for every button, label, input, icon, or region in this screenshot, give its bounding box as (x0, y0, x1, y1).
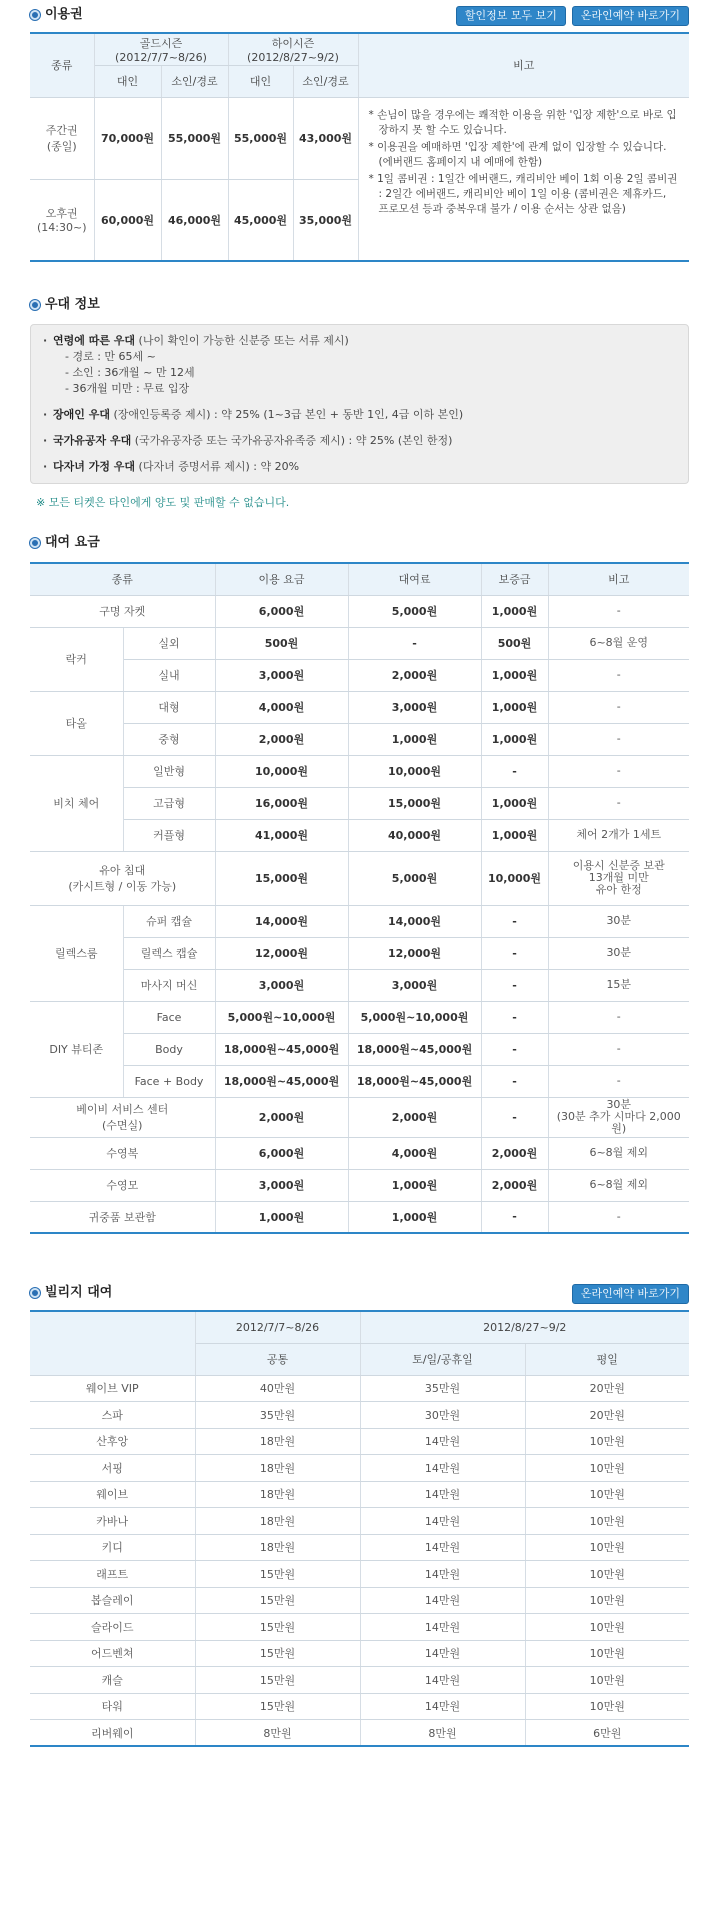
th-note: 비고 (358, 33, 689, 97)
villa-weekday-price: 10만원 (525, 1640, 689, 1667)
villa-common-price: 15만원 (195, 1614, 360, 1641)
rental-deposit: 1,000원 (481, 787, 548, 819)
rental-category: 수영모 (30, 1169, 215, 1201)
villa-common-price: 18만원 (195, 1481, 360, 1508)
rental-note: - (548, 787, 689, 819)
benefit-family-desc: (다자녀 증명서류 제시) : 약 20% (138, 460, 300, 473)
villa-weekend-price: 14만원 (360, 1481, 525, 1508)
rental-deposit: - (481, 1065, 548, 1097)
rental-category: 귀중품 보관함 (30, 1201, 215, 1233)
rental-category: 구명 자켓 (30, 595, 215, 627)
villa-weekend-price: 14만원 (360, 1455, 525, 1482)
th-child: 소인/경로 (293, 65, 358, 97)
rental-subcategory: 릴렉스 캡슐 (123, 937, 215, 969)
villa-weekday-price: 10만원 (525, 1693, 689, 1720)
rental-deposit: 500원 (481, 627, 548, 659)
rental-fee: 41,000원 (215, 819, 348, 851)
benefit-merit (43, 433, 676, 449)
rental-fee: 6,000원 (215, 595, 348, 627)
rental-deposit: - (481, 1097, 548, 1137)
rental-deposit: - (481, 969, 548, 1001)
rental-category: 베이비 서비스 센터 (수면실) (30, 1097, 215, 1137)
table-row (30, 1614, 689, 1641)
rental-fee: 1,000원 (215, 1201, 348, 1233)
th-weekday: 평일 (525, 1343, 689, 1375)
th-type: 종류 (30, 33, 94, 97)
transfer-warning: ※ 모든 티켓은 타인에게 양도 및 판매할 수 없습니다. (36, 496, 290, 509)
benefit-merit-title: 국가유공자 우대 (53, 434, 132, 447)
table-row (30, 1137, 689, 1169)
rental-deposit: - (481, 1033, 548, 1065)
section-title: 우대 정보 (45, 297, 100, 312)
table-row (30, 723, 689, 755)
villa-name: 키디 (30, 1534, 195, 1561)
bullet-icon (30, 10, 40, 20)
villa-name: 카바나 (30, 1508, 195, 1535)
benefit-age (43, 333, 676, 397)
villa-name: 봅슬레이 (30, 1587, 195, 1614)
note-item: * 손님이 많을 경우에는 쾌적한 이용을 위한 '입장 제한'으로 바로 입장하지 못 할 수도 있습니다. (368, 108, 677, 136)
discount-info-button[interactable]: 할인정보 모두 보기 (456, 6, 566, 26)
th-common: 공통 (195, 1343, 360, 1375)
rental-category: 릴렉스룸 (30, 905, 123, 1001)
rental-note: 6~8월 운영 (548, 627, 689, 659)
villa-weekend-price: 14만원 (360, 1587, 525, 1614)
villa-weekday-price: 20만원 (525, 1402, 689, 1429)
villa-weekday-price: 10만원 (525, 1481, 689, 1508)
rental-note: 30분 (548, 937, 689, 969)
online-reservation-button[interactable]: 온라인예약 바로가기 (572, 6, 689, 26)
th-period2: 2012/8/27~9/2 (360, 1311, 689, 1343)
table-row (30, 755, 689, 787)
table-row (30, 1508, 689, 1535)
villa-weekend-price: 14만원 (360, 1508, 525, 1535)
ticket-notes (358, 97, 689, 261)
rental-fee: 15,000원 (215, 851, 348, 905)
villa-common-price: 18만원 (195, 1534, 360, 1561)
section-title: 이용권 (45, 7, 83, 22)
villa-name: 타워 (30, 1693, 195, 1720)
rental-note: 15분 (548, 969, 689, 1001)
note-item: * 이용권을 예매하면 '입장 제한'에 관계 없이 입장할 수 있습니다. (에버랜드 홈페이지 내 예매에 한함) (368, 140, 667, 168)
rental-deposit: 1,000원 (481, 691, 548, 723)
rental-deposit: 2,000원 (481, 1169, 548, 1201)
rental-subcategory: 슈퍼 캡슐 (123, 905, 215, 937)
rental-table (30, 562, 689, 1234)
rental-note: 30분 (548, 905, 689, 937)
ticket-section (30, 6, 689, 262)
rental-fee: 16,000원 (215, 787, 348, 819)
rental-note: - (548, 691, 689, 723)
villa-name: 래프트 (30, 1561, 195, 1588)
rental-rent: 1,000원 (348, 723, 481, 755)
villa-name: 리버웨이 (30, 1720, 195, 1747)
rental-header (30, 534, 689, 556)
price-cell: 55,000원 (161, 97, 228, 179)
villa-name: 캐슬 (30, 1667, 195, 1694)
rental-category: 비치 체어 (30, 755, 123, 851)
villa-weekend-price: 14만원 (360, 1614, 525, 1641)
th-rental-note: 비고 (548, 563, 689, 595)
rental-note: - (548, 1033, 689, 1065)
rental-category: DIY 뷰티존 (30, 1001, 123, 1097)
villa-weekday-price: 10만원 (525, 1455, 689, 1482)
benefit-age-line: - 경로 : 만 65세 ~ (65, 350, 156, 363)
table-row (30, 627, 689, 659)
villa-weekend-price: 14만원 (360, 1667, 525, 1694)
table-row (30, 1169, 689, 1201)
villa-weekday-price: 10만원 (525, 1508, 689, 1535)
benefit-age-desc: (나이 확인이 가능한 신분증 또는 서류 제시) (138, 334, 349, 347)
rental-deposit: 1,000원 (481, 659, 548, 691)
villa-name: 웨이브 VIP (30, 1375, 195, 1402)
villa-name: 슬라이드 (30, 1614, 195, 1641)
benefit-family-title: 다자녀 가정 우대 (53, 460, 136, 473)
table-row (30, 787, 689, 819)
ticket-header (30, 6, 689, 28)
benefit-age-line: - 36개월 미만 : 무료 입장 (65, 382, 190, 395)
rental-subcategory: 커플형 (123, 819, 215, 851)
table-row (30, 1587, 689, 1614)
bullet-icon (30, 300, 40, 310)
rental-fee: 3,000원 (215, 659, 348, 691)
rental-rent: 14,000원 (348, 905, 481, 937)
th-adult: 대인 (228, 65, 293, 97)
villa-weekend-price: 8만원 (360, 1720, 525, 1747)
rental-subcategory: 대형 (123, 691, 215, 723)
th-child: 소인/경로 (161, 65, 228, 97)
th-rental-rent: 대여료 (348, 563, 481, 595)
rental-fee: 4,000원 (215, 691, 348, 723)
rental-fee: 12,000원 (215, 937, 348, 969)
th-rental-fee: 이용 요금 (215, 563, 348, 595)
table-row (30, 1481, 689, 1508)
th-high: 하이시즌(2012/8/27~9/2) (228, 33, 358, 65)
rental-fee: 10,000원 (215, 755, 348, 787)
rental-rent: 1,000원 (348, 1201, 481, 1233)
rental-fee: 18,000원~45,000원 (215, 1065, 348, 1097)
villa-weekend-price: 30만원 (360, 1402, 525, 1429)
villa-name: 어드벤쳐 (30, 1640, 195, 1667)
benefit-age-line: - 소인 : 36개월 ~ 만 12세 (65, 366, 195, 379)
villa-weekday-price: 10만원 (525, 1667, 689, 1694)
rental-note: 6~8월 제외 (548, 1137, 689, 1169)
rental-deposit: - (481, 755, 548, 787)
rental-note: 6~8월 제외 (548, 1169, 689, 1201)
rental-rent: 5,000원 (348, 595, 481, 627)
rental-rent: 12,000원 (348, 937, 481, 969)
villa-common-price: 8만원 (195, 1720, 360, 1747)
price-cell: 60,000원 (94, 179, 161, 261)
rental-rent: 2,000원 (348, 659, 481, 691)
price-cell: 45,000원 (228, 179, 293, 261)
villa-weekend-price: 35만원 (360, 1375, 525, 1402)
rental-deposit: - (481, 1201, 548, 1233)
table-row (30, 691, 689, 723)
villa-weekend-price: 14만원 (360, 1693, 525, 1720)
villa-weekday-price: 10만원 (525, 1428, 689, 1455)
table-row (30, 937, 689, 969)
rental-note: 30분 (30분 추가 시마다 2,000원) (548, 1097, 689, 1137)
villa-header (30, 1284, 689, 1306)
rental-rent: 2,000원 (348, 1097, 481, 1137)
benefit-disabled (43, 407, 676, 423)
rental-fee: 2,000원 (215, 1097, 348, 1137)
rental-note: - (548, 1201, 689, 1233)
benefit-disabled-title: 장애인 우대 (53, 408, 110, 421)
rental-rent: - (348, 627, 481, 659)
villa-common-price: 18만원 (195, 1455, 360, 1482)
table-row (30, 1375, 689, 1402)
rental-category: 락커 (30, 627, 123, 691)
rental-subcategory: 마사지 머신 (123, 969, 215, 1001)
bullet-icon (30, 538, 40, 548)
rental-rent: 5,000원 (348, 851, 481, 905)
th-period1: 2012/7/7~8/26 (195, 1311, 360, 1343)
villa-weekday-price: 10만원 (525, 1587, 689, 1614)
section-title: 빌리지 대여 (45, 1285, 113, 1300)
rental-deposit: 1,000원 (481, 595, 548, 627)
villa-common-price: 40만원 (195, 1375, 360, 1402)
rental-rent: 40,000원 (348, 819, 481, 851)
bullet-icon (30, 1288, 40, 1298)
ticket-type: 오후권 (14:30~) (30, 179, 94, 261)
th-weekend: 토/일/공휴일 (360, 1343, 525, 1375)
price-cell: 43,000원 (293, 97, 358, 179)
table-row (30, 1201, 689, 1233)
villa-weekend-price: 14만원 (360, 1428, 525, 1455)
rental-deposit: 1,000원 (481, 723, 548, 755)
ticket-table (30, 32, 689, 262)
rental-rent: 1,000원 (348, 1169, 481, 1201)
rental-rent: 4,000원 (348, 1137, 481, 1169)
villa-weekend-price: 14만원 (360, 1534, 525, 1561)
benefit-header (30, 296, 689, 318)
table-row (30, 659, 689, 691)
rental-category: 타올 (30, 691, 123, 755)
price-cell: 55,000원 (228, 97, 293, 179)
rental-note: - (548, 723, 689, 755)
villa-common-price: 15만원 (195, 1587, 360, 1614)
villa-weekday-price: 20만원 (525, 1375, 689, 1402)
table-row (30, 1534, 689, 1561)
rental-deposit: - (481, 905, 548, 937)
rental-deposit: - (481, 937, 548, 969)
rental-note: - (548, 659, 689, 691)
villa-common-price: 18만원 (195, 1508, 360, 1535)
rental-subcategory: 중형 (123, 723, 215, 755)
benefit-family (43, 459, 676, 475)
ticket-type: 주간권 (종일) (30, 97, 94, 179)
th-rental-deposit: 보증금 (481, 563, 548, 595)
price-cell: 35,000원 (293, 179, 358, 261)
rental-note: - (548, 1001, 689, 1033)
rental-rent: 3,000원 (348, 691, 481, 723)
villa-common-price: 35만원 (195, 1402, 360, 1429)
table-row (30, 969, 689, 1001)
table-row (30, 1720, 689, 1747)
rental-fee: 500원 (215, 627, 348, 659)
table-row (30, 819, 689, 851)
rental-fee: 14,000원 (215, 905, 348, 937)
rental-subcategory: Face + Body (123, 1065, 215, 1097)
rental-deposit: 1,000원 (481, 819, 548, 851)
villa-weekday-price: 10만원 (525, 1561, 689, 1588)
villa-weekend-price: 14만원 (360, 1561, 525, 1588)
rental-rent: 18,000원~45,000원 (348, 1065, 481, 1097)
villa-name: 웨이브 (30, 1481, 195, 1508)
rental-fee: 6,000원 (215, 1137, 348, 1169)
table-row (30, 905, 689, 937)
benefit-box (30, 324, 689, 484)
table-row (30, 1402, 689, 1429)
th-gold: 골드시즌 (2012/7/7~8/26) (94, 33, 228, 65)
rental-subcategory: 실외 (123, 627, 215, 659)
villa-name: 서핑 (30, 1455, 195, 1482)
rental-fee: 5,000원~10,000원 (215, 1001, 348, 1033)
villa-common-price: 15만원 (195, 1640, 360, 1667)
note-item: * 1일 콤비권 : 1일간 에버랜드, 캐리비안 베이 1회 이용 2일 콤비권 : 2일간 에버랜드, 캐리비안 베이 1일 이용 (콤비권은 제휴카드, 프로모션 등과 중복우대 불가 / 이용 순서는 상관 없음) (368, 172, 678, 215)
villa-weekday-price: 6만원 (525, 1720, 689, 1747)
benefit-merit-desc: (국가유공자증 또는 국가유공자유족증 제시) : 약 25% (본인 한정) (134, 434, 453, 447)
rental-rent: 18,000원~45,000원 (348, 1033, 481, 1065)
table-row (30, 1693, 689, 1720)
rental-note: - (548, 755, 689, 787)
rental-fee: 3,000원 (215, 969, 348, 1001)
benefit-disabled-desc: (장애인등록증 제시) : 약 25% (1~3급 본인 + 동반 1인, 4급 이하 본인) (113, 408, 464, 421)
table-row (30, 595, 689, 627)
rental-rent: 15,000원 (348, 787, 481, 819)
villa-table (30, 1310, 689, 1747)
rental-fee: 3,000원 (215, 1169, 348, 1201)
rental-deposit: 2,000원 (481, 1137, 548, 1169)
villa-reservation-button[interactable]: 온라인예약 바로가기 (572, 1284, 689, 1304)
rental-note: 체어 2개가 1세트 (548, 819, 689, 851)
rental-fee: 18,000원~45,000원 (215, 1033, 348, 1065)
villa-common-price: 15만원 (195, 1667, 360, 1694)
benefit-age-title: 연령에 따른 우대 (53, 334, 136, 347)
villa-common-price: 15만원 (195, 1561, 360, 1588)
table-row (30, 1561, 689, 1588)
table-row (30, 1667, 689, 1694)
rental-rent: 5,000원~10,000원 (348, 1001, 481, 1033)
villa-common-price: 15만원 (195, 1693, 360, 1720)
rental-category: 유아 침대 (카시트형 / 이동 가능) (30, 851, 215, 905)
villa-section (30, 1284, 689, 1747)
rental-subcategory: Body (123, 1033, 215, 1065)
rental-category: 수영복 (30, 1137, 215, 1169)
table-row (30, 1097, 689, 1137)
rental-subcategory: 실내 (123, 659, 215, 691)
villa-common-price: 18만원 (195, 1428, 360, 1455)
villa-weekday-price: 10만원 (525, 1534, 689, 1561)
rental-fee: 2,000원 (215, 723, 348, 755)
table-row (30, 1065, 689, 1097)
rental-subcategory: 고급형 (123, 787, 215, 819)
table-row (30, 1428, 689, 1455)
rental-deposit: - (481, 1001, 548, 1033)
villa-name: 산후앙 (30, 1428, 195, 1455)
villa-name: 스파 (30, 1402, 195, 1429)
benefit-section (30, 296, 689, 510)
table-row (30, 1033, 689, 1065)
rental-section (30, 534, 689, 1234)
rental-rent: 10,000원 (348, 755, 481, 787)
villa-weekday-price: 10만원 (525, 1614, 689, 1641)
th-villa-empty (30, 1311, 195, 1375)
th-rental-type: 종류 (30, 563, 215, 595)
rental-note: - (548, 595, 689, 627)
rental-subcategory: Face (123, 1001, 215, 1033)
table-row (30, 1640, 689, 1667)
rental-deposit: 10,000원 (481, 851, 548, 905)
th-adult: 대인 (94, 65, 161, 97)
price-cell: 70,000원 (94, 97, 161, 179)
section-title: 대여 요금 (45, 535, 100, 550)
price-cell: 46,000원 (161, 179, 228, 261)
villa-weekend-price: 14만원 (360, 1640, 525, 1667)
rental-note: - (548, 1065, 689, 1097)
rental-rent: 3,000원 (348, 969, 481, 1001)
table-row (30, 1001, 689, 1033)
table-row (30, 1455, 689, 1482)
rental-subcategory: 일반형 (123, 755, 215, 787)
rental-note: 이용시 신분증 보관 13개월 미만 유아 한정 (548, 851, 689, 905)
table-row (30, 851, 689, 905)
